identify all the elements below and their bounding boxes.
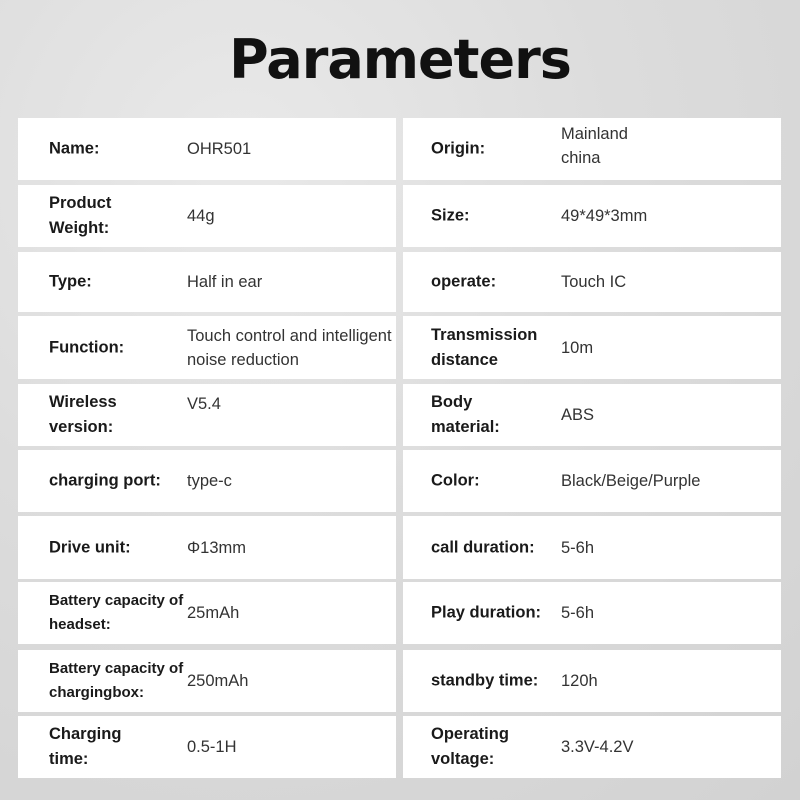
param-row-body-material bbox=[403, 384, 781, 446]
param-value: Half in ear bbox=[187, 273, 263, 291]
param-label: Name: bbox=[49, 139, 100, 158]
param-value: type-c bbox=[187, 472, 232, 490]
param-row-wireless bbox=[18, 384, 396, 446]
param-row-transmission bbox=[403, 316, 781, 379]
page-title: Parameters bbox=[229, 28, 571, 91]
param-row-battery-box bbox=[18, 650, 396, 712]
param-row-play-duration bbox=[403, 582, 781, 644]
param-label: Type: bbox=[49, 272, 92, 291]
param-value: 120h bbox=[561, 672, 598, 690]
param-label: operate: bbox=[431, 272, 497, 291]
param-row-charging-port bbox=[18, 450, 396, 512]
param-value: Touch IC bbox=[561, 273, 627, 291]
param-label: Operating voltage: bbox=[431, 725, 509, 768]
param-row-battery-headset bbox=[18, 582, 396, 644]
param-label: Play duration: bbox=[431, 603, 542, 622]
param-value: 5-6h bbox=[561, 538, 595, 557]
param-value: 250mAh bbox=[187, 672, 249, 690]
param-label: Drive unit: bbox=[49, 538, 131, 556]
param-value: 0.5-1H bbox=[187, 738, 237, 756]
param-value: 44g bbox=[187, 207, 215, 225]
param-row-standby bbox=[403, 650, 781, 712]
param-label: Function: bbox=[49, 338, 125, 356]
param-row-function bbox=[18, 316, 396, 379]
param-value: OHR501 bbox=[187, 140, 252, 158]
param-value: Φ13mm bbox=[187, 538, 247, 557]
param-value: 3.3V-4.2V bbox=[561, 738, 634, 756]
param-row-type bbox=[18, 252, 396, 312]
param-label: Battery capacity of chargingbox: bbox=[49, 660, 184, 701]
param-label: Wireless version: bbox=[49, 393, 117, 436]
param-label: charging port: bbox=[49, 471, 161, 490]
param-row-drive-unit bbox=[18, 516, 396, 579]
param-value: Touch control and intelligent noise reduction bbox=[187, 326, 392, 369]
param-value: 10m bbox=[561, 338, 594, 357]
param-label: standby time: bbox=[431, 671, 539, 690]
param-row-weight bbox=[18, 185, 396, 247]
param-row-color bbox=[403, 450, 781, 512]
param-label: Size: bbox=[431, 206, 470, 225]
param-label: Battery capacity of headset: bbox=[49, 592, 184, 633]
param-value: 25mAh bbox=[187, 604, 240, 622]
param-value: Mainland china bbox=[561, 125, 628, 167]
param-label: Product Weight: bbox=[49, 194, 112, 237]
param-row-charging-time bbox=[18, 716, 396, 778]
param-row-name bbox=[18, 118, 396, 180]
param-row-call-duration bbox=[403, 516, 781, 579]
param-value: 5-6h bbox=[561, 604, 595, 622]
param-label: Body material: bbox=[431, 393, 500, 436]
param-label: Origin: bbox=[431, 139, 486, 158]
param-row-origin bbox=[403, 118, 781, 180]
param-row-size bbox=[403, 185, 781, 247]
param-label: Color: bbox=[431, 471, 480, 490]
param-value: ABS bbox=[561, 406, 595, 424]
param-value: 49*49*3mm bbox=[561, 207, 648, 225]
param-row-voltage bbox=[403, 716, 781, 778]
param-value: Black/Beige/Purple bbox=[561, 472, 701, 490]
param-label: Transmission distance bbox=[431, 325, 538, 369]
param-value: V5.4 bbox=[187, 395, 221, 413]
param-row-operate bbox=[403, 252, 781, 312]
param-label: Charging time: bbox=[49, 725, 122, 768]
param-label: call duration: bbox=[431, 538, 535, 556]
